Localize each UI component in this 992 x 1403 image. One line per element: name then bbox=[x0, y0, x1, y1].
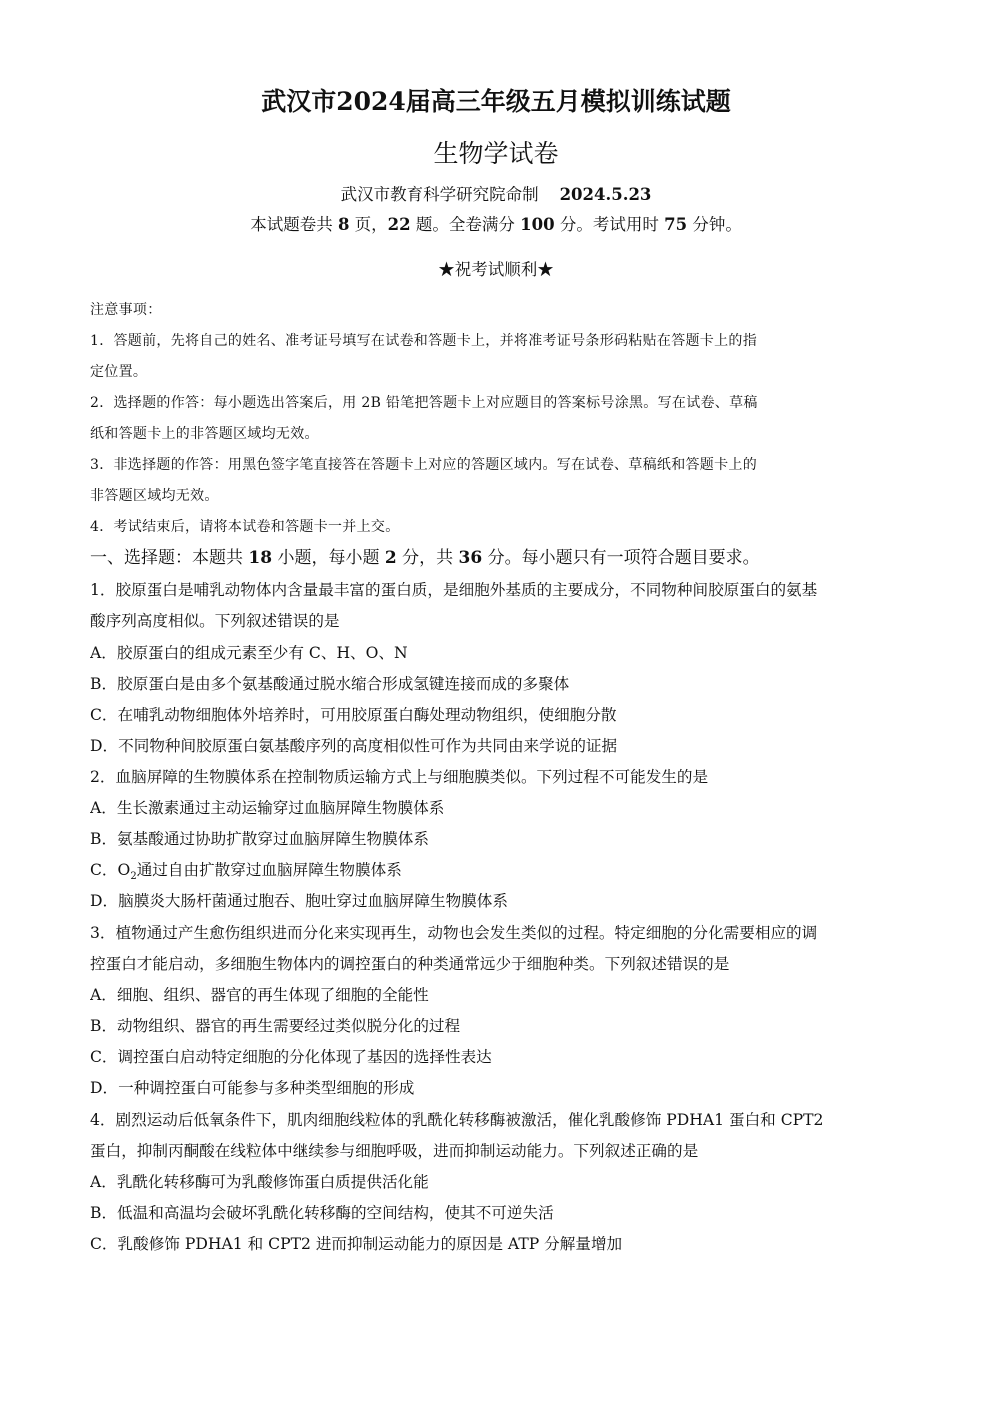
question-2-stem: 2．血脑屏障的生物膜体系在控制物质运输方式上与细胞膜类似。下列过程不可能发生的是 bbox=[90, 768, 709, 786]
question-4-option-a: A．乳酰化转移酶可为乳酸修饰蛋白质提供活化能 bbox=[90, 1173, 429, 1191]
question-2-option-a: A．生长激素通过主动运输穿过血脑屏障生物膜体系 bbox=[90, 799, 445, 817]
notice-item-1: 1．答题前，先将自己的姓名、准考证号填写在试卷和答题卡上，并将准考证号条形码粘贴在答题卡上的指 bbox=[90, 333, 758, 349]
question-1-stem-cont: 酸序列高度相似。下列叙述错误的是 bbox=[90, 612, 340, 630]
question-3-option-d: D．一种调控蛋白可能参与多种类型细胞的形成 bbox=[90, 1079, 415, 1097]
question-1-option-a: A．胶原蛋白的组成元素至少有 C、H、O、N bbox=[90, 644, 408, 662]
question-4-stem: 4．剧烈运动后低氧条件下，肌肉细胞线粒体的乳酰化转移酶被激活，催化乳酸修饰 PDHA1 蛋白和 CPT2 bbox=[90, 1111, 824, 1129]
question-1-option-d: D．不同物种间胶原蛋白氨基酸序列的高度相似性可作为共同由来学说的证据 bbox=[90, 737, 618, 755]
notice-item-3-cont: 非答题区域均无效。 bbox=[90, 488, 219, 504]
notice-item-4: 4．考试结束后，请将本试卷和答题卡一并上交。 bbox=[90, 519, 400, 535]
notice-item-2: 2．选择题的作答：每小题选出答案后，用 2B 铅笔把答题卡上对应题目的答案标号涂黑。写在试卷、草稿 bbox=[90, 395, 758, 411]
question-3-option-b: B．动物组织、器官的再生需要经过类似脱分化的过程 bbox=[90, 1017, 461, 1035]
question-1-stem: 1．胶原蛋白是哺乳动物体内含量最丰富的蛋白质，是细胞外基质的主要成分，不同物种间胶原蛋白的氨基 bbox=[90, 581, 818, 599]
subject-title: 生物学试卷 bbox=[433, 139, 559, 168]
question-1-option-c: C．在哺乳动物细胞体外培养时，可用胶原蛋白酶处理动物组织，使细胞分散 bbox=[90, 706, 617, 724]
question-1-option-b: B．胶原蛋白是由多个氨基酸通过脱水缩合形成氢键连接而成的多聚体 bbox=[90, 675, 570, 693]
question-4-option-c: C．乳酸修饰 PDHA1 和 CPT2 进而抑制运动能力的原因是 ATP 分解量增加 bbox=[90, 1235, 623, 1253]
question-2-option-b: B．氨基酸通过协助扩散穿过血脑屏障生物膜体系 bbox=[90, 830, 429, 848]
question-3-stem: 3．植物通过产生愈伤组织进而分化来实现再生，动物也会发生类似的过程。特定细胞的分化需要相应的调 bbox=[90, 924, 818, 942]
notice-item-1-cont: 定位置。 bbox=[90, 364, 148, 380]
question-3-stem-cont: 控蛋白才能启动，多细胞生物体内的调控蛋白的种类通常远少于细胞种类。下列叙述错误的是 bbox=[90, 955, 730, 973]
question-4-option-b: B．低温和高温均会破坏乳酰化转移酶的空间结构，使其不可逆失活 bbox=[90, 1204, 554, 1222]
question-2-option-c: C．$O_2$通过自由扩散穿过血脑屏障生物膜体系 bbox=[90, 861, 402, 883]
section-heading: 一、选择题：本题共 18 小题，每小题 2 分，共 36 分。每小题只有一项符合题目要求。 bbox=[90, 548, 760, 568]
question-3-option-c: C．调控蛋白启动特定细胞的分化体现了基因的选择性表达 bbox=[90, 1048, 492, 1066]
exam-meta: 本试题卷共 8 页，22 题。全卷满分 100 分。考试用时 75 分钟。 bbox=[250, 215, 742, 234]
notice-item-2-cont: 纸和答题卡上的非答题区域均无效。 bbox=[90, 426, 319, 442]
question-3-option-a: A．细胞、组织、器官的再生体现了细胞的全能性 bbox=[90, 986, 429, 1004]
issuer-line: 武汉市教育科学研究院命制 2024.5.23 bbox=[340, 185, 652, 204]
blessing: ★祝考试顺利★ bbox=[438, 260, 554, 279]
notice-heading: 注意事项： bbox=[90, 302, 162, 318]
notice-item-3: 3．非选择题的作答：用黑色签字笔直接答在答题卡上对应的答题区域内。写在试卷、草稿纸和答题卡上的 bbox=[90, 457, 758, 473]
exam-title: 武汉市2024届高三年级五月模拟训练试题 bbox=[261, 87, 731, 116]
question-4-stem-cont: 蛋白，抑制丙酮酸在线粒体中继续参与细胞呼吸，进而抑制运动能力。下列叙述正确的是 bbox=[90, 1142, 699, 1160]
question-2-option-d: D．脑膜炎大肠杆菌通过胞吞、胞吐穿过血脑屏障生物膜体系 bbox=[90, 892, 508, 910]
